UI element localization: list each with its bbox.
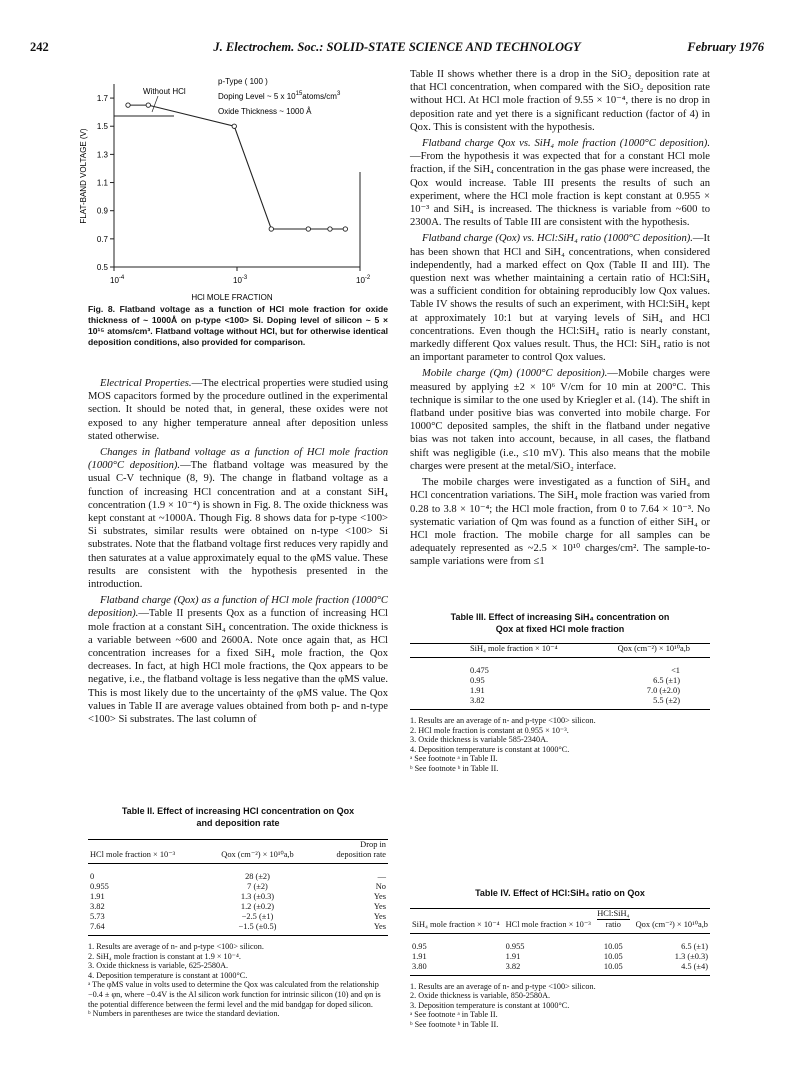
data-point (269, 227, 273, 231)
table-row (410, 676, 710, 686)
paragraph-text: —The electrical properties were studied using MOS capacitors formed by the procedure outlined in the experimental section. It should be noted that, in general, these oxides were not exposed to any higher temperature anneal after deposition unless stated otherwise. (88, 378, 388, 442)
table-row (88, 882, 388, 892)
data-point (343, 227, 347, 231)
table-note: 1. Results are an average of n- and p-type <100> silicon. (410, 716, 596, 725)
table-cell: Yes (373, 892, 386, 901)
y-tick-label: 0.9 (96, 206, 108, 216)
table-note: 3. Oxide thickness is variable 585-2340A. (410, 735, 549, 745)
table-2-notes (88, 942, 388, 1019)
table-cell: 3.82 (410, 696, 594, 710)
table-cell: No (375, 882, 386, 891)
table-note: 2. SiH₄ mole fraction is constant at 1.9 × 10⁻⁴. (88, 951, 241, 961)
table-header: SiH₄ mole fraction × 10⁻⁴ (410, 644, 594, 658)
y-tick-label: 1.7 (96, 94, 108, 104)
table-note: ᵇ See footnote ᵇ in Table II. (410, 763, 499, 773)
table-cell: 0 (90, 872, 95, 881)
table-cell: −1.5 (±0.5) (193, 922, 322, 936)
ratio-header-top: HCl:SiH₄ (597, 908, 630, 918)
paragraph-text: —From the hypothesis it was expected that for a constant HCl mole fraction, if the SiH₄ concentration in the gas phase were increased, the Qox would increase. Table III presents the results of such an experiment, where the HCl mole fraction is kept constant at 0.955 × 10⁻³ and SiH₄ is increased. The thickness is variable from ~600 to 2300A. The results of Table III are consistent with the hypothesis. (410, 151, 710, 229)
data-point (146, 103, 150, 107)
table-cell: 10.05 (595, 962, 632, 976)
table-header: Qox (cm⁻²) × 10¹⁰a,b (193, 840, 322, 864)
y-tick-label: 0.5 (96, 263, 108, 272)
x-ticks (110, 267, 370, 285)
table-cell: 3.82 (90, 902, 105, 911)
y-ticks (97, 94, 114, 272)
y-tick-label: 1.1 (96, 178, 108, 188)
table-cell: Yes (322, 922, 388, 936)
table-note: ᵃ See footnote ᵃ in Table II. (410, 1010, 498, 1020)
table-cell: 1.91 (505, 951, 521, 961)
x-tick-label: $10^{-3}$ (233, 275, 248, 285)
table-header: SiH₄ mole fraction × 10⁻⁴ (410, 908, 504, 933)
table-note: ᵇ See footnote ᵇ in Table II. (410, 1019, 499, 1029)
legend-thickness: Oxide Thickness ~ 1000 Å (218, 107, 312, 116)
mobile-charge-paragraph (410, 367, 710, 473)
table-cell: 6.5 (±1) (653, 676, 680, 685)
table-2-grid (88, 839, 388, 936)
table-note: 4. Deposition temperature is constant at 1000°C. (88, 970, 248, 980)
table-3-notes (410, 716, 710, 774)
table-3 (410, 612, 710, 774)
table-3-title: Table III. Effect of increasing SiH₄ concentration on Qox at fixed HCl mole fraction (450, 612, 670, 634)
paragraph-text: —The flatband voltage was measured by the usual C-V technique (8, 9). The change in flatband voltage as a function of increasing HCl concentration and at a constant SiH₄ concentration (1.9 × 10⁻⁴) is shown in Fig. 8. The oxide thickness was kept constant at ~1000A. Though Fig. 8 shows data for p-type <100> Si substrates, similar results were obtained on n-type <100> Si substrates. Note that the flatband voltage first reduces very rapidly and then saturates at a value approximately equal to the φMS value. These results are consistent with the hypothesis presented in the introduction. (88, 460, 388, 591)
mobile-variation-paragraph (410, 476, 710, 568)
table-note: 1. Results are average of n- and p-type <100> silicon. (88, 942, 264, 951)
table-4-grid (410, 908, 710, 976)
table-cell: 28 (±2) (245, 872, 270, 881)
section-heading: Flatband charge (Qox) as a function of HCl mole fraction (1000°C deposition). (88, 595, 388, 620)
table-cell: 6.5 (±1) (681, 941, 708, 951)
left-column (88, 377, 388, 729)
table-header: HCl mole fraction × 10⁻³ (88, 840, 193, 864)
table-4 (410, 888, 710, 1029)
table-note: ᵃ The φMS value in volts used to determine the Qox was calculated from the relationship −0.4 ± φn, where −0.4V is the Al silicon work function for intrinsic silicon (10) and φn is the potential difference between the fermi level and the mid bandgap for doped silicon. (88, 980, 381, 1009)
table-header: Drop in deposition rate (322, 840, 388, 864)
table-cell: — (377, 872, 386, 881)
section-heading: Mobile charge (Qm) (1000°C deposition). (422, 368, 608, 380)
table-cell: 5.5 (±2) (594, 696, 710, 710)
table-row (410, 658, 710, 677)
table-cell: Yes (373, 902, 386, 911)
paragraph-text: —Table II presents Qox as a function of increasing HCl mole fraction at a constant SiH₄ concentration. The oxide thickness is a variable between ~600 and 2600A. Note once again that, as HCl concentration increases for a fixed SiH₄ mole fraction, the Qox decreases. In fact, at high HCl mole fractions, the Qox appears to be negative, i.e., the flatband voltage is less negative than the φMS value. This is most likely due to the uncertainty of the φMS value. The Qox values in Table II are average values obtained from both p- and n-type <100> Si substrates. The last column of (88, 608, 388, 726)
table-row (88, 902, 388, 912)
table-cell: 10.05 (603, 951, 623, 961)
x-tick-label: $10^{-2}$ (356, 275, 370, 285)
paragraph-text: —Mobile charges were measured by applying ±2 × 10⁶ V/cm for 10 min at 200°C. This technique is similar to the one used by Kriegler et al. (14). The shift in flatband under positive bias was converted into mobile charge. For 1000°C deposited samples, the shift in the flatband under negative bias was not taken into account, because, in all cases, the flatband shift was negligible (i.e., ≤10 mV). This also means that the mobile charges were present at the metal/SiO₂ interface. (410, 368, 710, 472)
table-cell: 4.5 (±4) (632, 962, 710, 976)
table-cell: 7 (±2) (247, 882, 268, 891)
page-number: 242 (30, 40, 49, 54)
table-cell: <1 (671, 666, 680, 675)
paragraph-text: The mobile charges were investigated as a function of SiH₄ and HCl concentration variations. The SiH₄ mole fraction was varied from 0.28 to 3.8 × 10⁻⁴; the HCl mole fraction, from 0 to 7.64 × 10⁻³. No systematic variation of Qm was found as a function of either SiH₄ or HCl mole fraction. The mobile charge for all samples can be adequately represented as ~2.5 × 10¹⁰ charges/cm². The sample-to-sample variations were from ≤1 (410, 477, 710, 568)
ratio-header-bottom: ratio (605, 919, 621, 929)
figure-caption: Fig. 8. Flatband voltage as a function of HCl mole fraction for oxide thickness of ~ 1000Å on p-type <100> Si. Doping level of silicon ~ 5 × 10¹⁵ atoms/cm³. Flatband voltage without HCl, but for otherwise identical deposition conditions, also provided for comparison. (88, 304, 388, 347)
table-cell: 1.3 (±0.3) (240, 892, 275, 901)
table-4-title: Table IV. Effect of HCl:SiH₄ ratio on Qox (475, 888, 645, 898)
table-cell: 0.95 (470, 676, 485, 685)
table-row (410, 696, 710, 710)
table-cell: 0.475 (470, 666, 489, 675)
table-note: 2. Oxide thickness is variable, 850-2580A. (410, 991, 551, 1001)
table-cell: 1.91 (470, 686, 485, 695)
table-header: HCl mole fraction × 10⁻³ (504, 908, 595, 933)
section-heading: Changes in flatband voltage as a function of HCl mole fraction (1000°C deposition). (88, 447, 388, 472)
table-row (88, 892, 388, 902)
section-heading: Electrical Properties. (100, 378, 192, 389)
data-point (306, 227, 310, 231)
y-tick-label: 0.7 (96, 234, 108, 244)
section-heading: Flatband charge (Qox) vs. HCl:SiH₄ ratio (1000°C deposition). (422, 233, 693, 245)
table-cell: 3.80 (410, 962, 504, 976)
table-cell: 1.2 (±0.2) (240, 902, 275, 911)
section-heading: Flatband charge Qox vs. SiH₄ mole fraction (1000°C deposition). (422, 138, 710, 150)
electrical-properties-paragraph (88, 377, 388, 443)
table-row (88, 864, 388, 883)
paragraph-text: Table II shows whether there is a drop in the SiO₂ deposition rate at that HCl concentration, when compared with the SiO₂ deposition rate without HCl. At HCl mole fraction of 9.55 × 10⁻⁴, there is no drop in deposition rate and yet there is a significant reduction (factor of 4) in Qox. This is consistent with the hypothesis. (410, 69, 710, 133)
data-point (232, 124, 236, 128)
table-header: Qox (cm⁻²) × 10¹⁰a,b (632, 908, 710, 933)
ratio-paragraph (410, 232, 710, 364)
table-note: 3. Oxide thickness is variable, 625-2580A. (88, 961, 229, 971)
table-cell: 7.0 (±2.0) (646, 686, 680, 695)
legend-doping: Doping Level ~ 5 x $10^{15}atoms/cm^3$ (218, 91, 341, 101)
table-cell: 5.73 (90, 912, 105, 921)
x-tick-label: $10^{-4}$ (110, 275, 125, 285)
table-note: ᵃ See footnote ᵃ in Table II. (410, 754, 498, 764)
y-tick-label: 1.5 (96, 122, 108, 132)
data-point (328, 227, 332, 231)
y-axis-label: FLAT-BAND VOLTAGE (V) (79, 128, 88, 224)
table-3-grid (410, 643, 710, 710)
table-2 (88, 806, 388, 1019)
table-row (410, 952, 710, 962)
x-axis-label: HCl MOLE FRACTION (191, 293, 273, 302)
y-tick-label: 1.3 (96, 150, 108, 160)
table-note: 4. Deposition temperature is constant at 1000°C. (410, 744, 570, 754)
table-header: Qox (cm⁻²) × 10¹⁰a,b (594, 644, 710, 658)
table-cell: 7.64 (88, 922, 193, 936)
table-cell: 3.82 (504, 962, 595, 976)
flatband-voltage-paragraph (88, 446, 388, 591)
table-cell: 0.955 (505, 941, 525, 951)
flatband-charge-paragraph (88, 594, 388, 726)
table-cell: 1.91 (412, 951, 427, 961)
table-row (88, 912, 388, 922)
data-point (126, 103, 130, 107)
silane-paragraph (410, 137, 710, 229)
table-cell: 1.91 (90, 892, 105, 901)
table-header (595, 908, 632, 933)
page-header (30, 40, 764, 58)
table-note: ᵇ Numbers in parentheses are twice the standard deviation. (88, 1009, 280, 1019)
issue-date: February 1976 (687, 40, 764, 54)
right-column (410, 68, 710, 572)
table-note: 2. HCl mole fraction is constant at 0.955 × 10⁻³. (410, 725, 569, 735)
table-row (410, 962, 710, 976)
table-row (88, 922, 388, 936)
table-cell: 10.05 (603, 941, 623, 951)
paragraph-text: —It has been shown that HCl and SiH₄ concentrations, when considered independently, had a marked effect on Qox (Table II and III). The question next was whether maintaining a certain ratio of HCl:SiH₄ was a sufficient condition for obtaining reproducibly low Qox values. Table IV shows the results of such an experiment, with HCl:SiH₄ kept at approximately 10:1 but at varying levels of SiH₄ and HCl concentrations. Even though the HCl:SiH₄ ratio is nearly constant, markedly different Qox values result. Thus, the HCl: SiH₄ ratio is not an important parameter to control Qox values. (410, 233, 710, 364)
table-note: 1. Results are an average of n- and p-type <100> silicon. (410, 981, 596, 991)
without-hcl-label: Without HCl (143, 87, 186, 96)
table-cell: Yes (373, 912, 386, 921)
table-cell: 0.95 (412, 941, 427, 951)
table-cell: −2.5 (±1) (241, 912, 274, 921)
table-cell: 1.3 (±0.3) (674, 951, 708, 961)
deposition-rate-paragraph (410, 68, 710, 134)
table-row (410, 686, 710, 696)
table-4-notes (410, 982, 710, 1030)
series-line (128, 105, 345, 229)
legend-type: p-Type ( 100 ) (218, 77, 268, 86)
figure-8-chart (70, 72, 370, 304)
table-note: 3. Deposition temperature is constant at 1000°C. (410, 1000, 570, 1010)
journal-title: J. Electrochem. Soc.: SOLID-STATE SCIENCE AND TECHNOLOGY (213, 40, 581, 54)
without-hcl-leader (152, 96, 158, 112)
data-series (126, 103, 348, 231)
table-row (410, 933, 710, 952)
table-2-title: Table II. Effect of increasing HCl concentration on Qox and deposition rate (121, 806, 355, 828)
table-cell: 0.955 (90, 882, 109, 891)
